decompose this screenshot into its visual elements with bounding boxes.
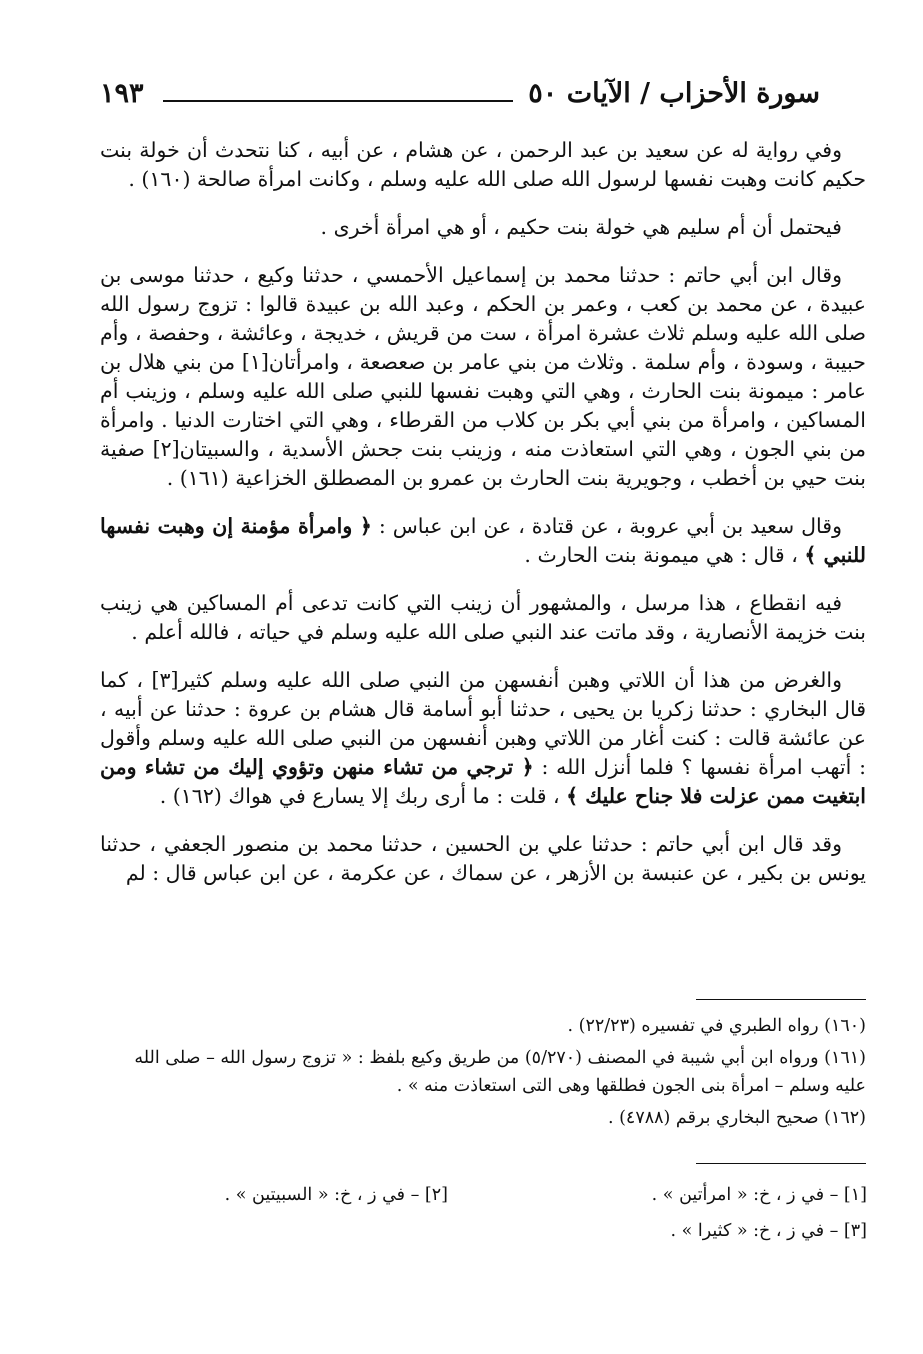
paragraph-with-quran-verse [100, 666, 866, 811]
paragraph-text: ، قال : هي ميمونة بنت الحارث . [524, 543, 805, 567]
footnote: (١٦٢) صحيح البخاري برقم (٤٧٨٨) . [607, 1108, 866, 1128]
paragraph: وفي رواية له عن سعيد بن عبد الرحمن ، عن هشام ، عن أبيه ، كنا نتحدث أن خولة بنت حكيم كانت وهبت نفسها لرسول الله صلى الله عليه وسلم ، وكانت امرأة صالحة (١٦٠) . [100, 138, 866, 191]
paragraph-text: وقال سعيد بن أبي عروبة ، عن قتادة ، عن ابن عباس : [371, 514, 842, 538]
page-number: ١٩٣ [100, 78, 144, 109]
footnote: (١٦١) ورواه ابن أبي شيبة في المصنف (٥/٢٧٠) من طريق وكيع بلفظ : « تزوج رسول الله – صلى الله عليه وسلم – امرأة بنى الجون فطلقها وهى التى استعاذت منه » . [134, 1048, 866, 1096]
variant-note: [٣] – في ز ، خ: « كثيرا » . [670, 1221, 867, 1241]
paragraph-text: ، قلت : ما أرى ربك إلا يسارع في هواك (١٦٢) . [159, 784, 567, 808]
main-text [100, 136, 866, 907]
quran-verse: ﴿ وامرأة مؤمنة إن وهبت نفسها للنبي ﴾ [100, 514, 866, 567]
variant-note: [٢] – في ز ، خ: « السبيتين » . [224, 1185, 448, 1205]
paragraph-with-quran-verse [100, 512, 866, 570]
footnotes [100, 1012, 866, 1136]
quran-verse: ﴿ ترجي من تشاء منهن وتؤوي إليك من تشاء ومن ابتغيت ممن عزلت فلا جناح عليك ﴾ [100, 755, 866, 808]
header-rule [163, 100, 513, 102]
variant-notes-separator [696, 1163, 866, 1164]
footnote: (١٦٠) رواه الطبري في تفسيره (٢٢/٢٣) . [567, 1016, 866, 1036]
paragraph-text: والغرض من هذا أن اللاتي وهبن أنفسهن من النبي صلى الله عليه وسلم كثير[٣] ، كما قال البخاري : حدثنا زكريا بن يحيى ، حدثنا أبو أسامة قال هشام بن عروة : حدثنا عن أبيه ، عن عائشة قالت : كنت أغار من اللاتي وهبن أنفسهن من النبي صلى الله عليه وسلم وأقول : أتهب امرأة نفسها ؟ فلما أنزل الله : [100, 668, 866, 779]
paragraph: فيه انقطاع ، هذا مرسل ، والمشهور أن زينب التي كانت تدعى أم المساكين هي زينب بنت خزيمة الأنصارية ، وقد ماتت عند النبي صلى الله عليه وسلم في حياته ، فالله أعلم . [100, 591, 866, 644]
paragraph: وقال ابن أبي حاتم : حدثنا محمد بن إسماعيل الأحمسي ، حدثنا وكيع ، حدثنا موسى بن عبيدة ، عن محمد بن كعب ، وعمر بن الحكم ، وعبد الله بن عبيدة قالوا : تزوج رسول الله صلى الله عليه وسلم ثلاث عشرة امرأة ، ست من قريش ، خديجة ، وعائشة ، وحفصة ، وأم حبيبة ، وسودة ، وأم سلمة . وثلاث من بني عامر بن صعصعة ، وامرأتان[١] من بني هلال بن عامر : ميمونة بنت الحارث ، وهي التي وهبت نفسها للنبي صلى الله عليه وسلم ، وزينب أم المساكين ، وامرأة من بني أبي بكر بن كلاب من القرطاء ، وهي التي اختارت الدنيا . وامرأة من بني الجون ، وهي التي استعاذت منه ، وزينب بنت جحش الأسدية ، والسبيتان[٢] صفية بنت حيي بن أخطب ، وجويرية بنت الحارث بن عمرو بن المصطلق الخزاعية (١٦١) . [100, 263, 866, 490]
variant-note: [١] – في ز ، خ: « امرأتين » . [651, 1185, 867, 1205]
paragraph: فيحتمل أن أم سليم هي خولة بنت حكيم ، أو هي امرأة أخرى . [320, 215, 842, 239]
running-title: سورة الأحزاب / الآيات ٥٠ [528, 78, 820, 109]
paragraph: وقد قال ابن أبي حاتم : حدثنا علي بن الحسين ، حدثنا محمد بن منصور الجعفي ، حدثنا يونس بن بكير ، عن عنبسة بن الأزهر ، عن سماك ، عن عكرمة ، عن ابن عباس قال : لم [100, 832, 866, 885]
footnote-separator [696, 999, 866, 1000]
